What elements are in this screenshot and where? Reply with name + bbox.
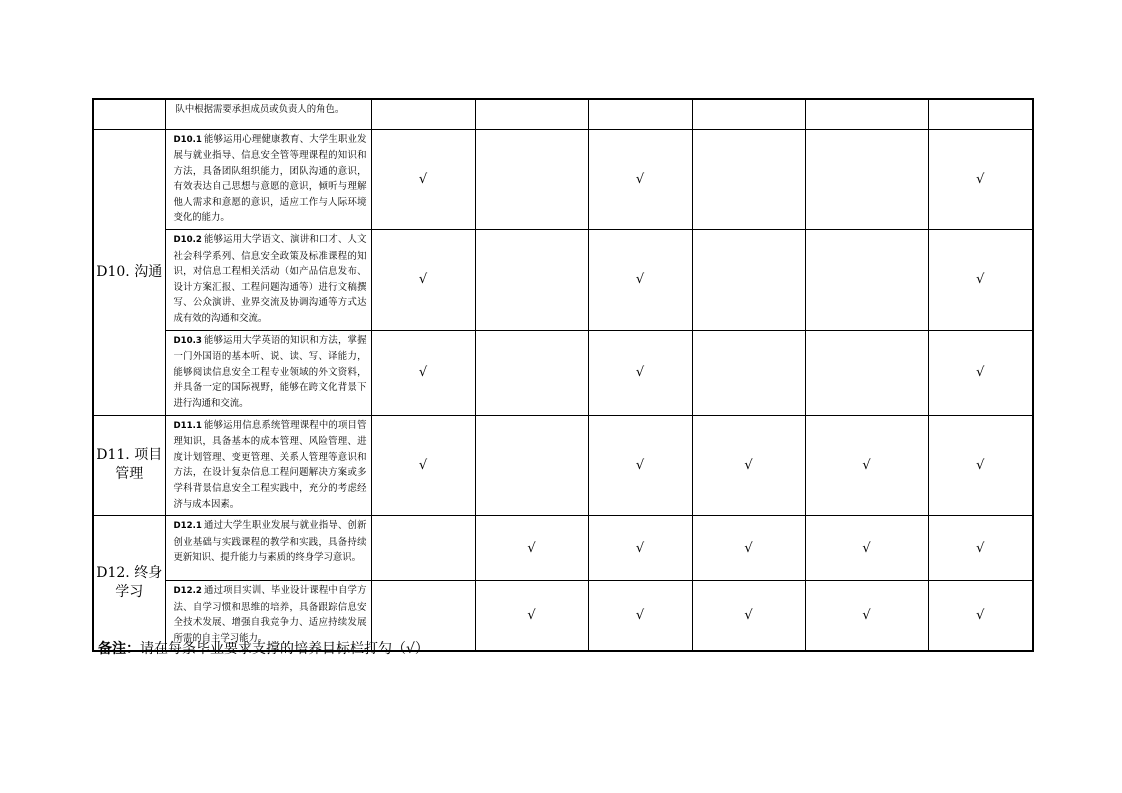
support-mark: √ [588, 516, 692, 581]
support-mark: √ [692, 415, 805, 516]
support-mark: √ [692, 516, 805, 581]
support-mark [475, 330, 588, 415]
requirement-label: D10. 沟通 [96, 263, 163, 280]
support-mark: √ [928, 129, 1033, 230]
support-mark: √ [588, 330, 692, 415]
indicator-description [165, 99, 371, 129]
support-mark: √ [371, 230, 475, 331]
table-row [93, 330, 1033, 415]
support-mark: √ [805, 415, 928, 516]
requirement-cell [93, 99, 165, 129]
support-mark [805, 99, 928, 129]
indicator-text: 能够运用信息系统管理课程中的项目管理知识，具备基本的成本管理、风险管理、进度计划管理、变更管理、关系人管理等意识和方法，在设计复杂信息工程问题解决方案或多学科背景信息安全工程实践中，充分的考虑经济与成本因素。 [173, 419, 367, 510]
indicator-text: 能够运用心理健康教育、大学生职业发展与就业指导、信息安全管等理课程的知识和方法，具备团队组织能力，团队沟通的意识，有效表达自己思想与意愿的意识，倾听与理解他人需求和意愿的意识，适应工作与人际环境变化的能力。 [173, 133, 367, 224]
indicator-code: D12.2 [173, 586, 202, 597]
table-row [93, 129, 1033, 230]
support-mark [805, 129, 928, 230]
support-mark: √ [371, 415, 475, 516]
indicator-code: D10.1 [173, 134, 202, 145]
indicator-text: 通过项目实训、毕业设计课程中自学方法、自学习惯和思维的培养，具备跟踪信息安全技术发展、增强自我竞争力、适应持续发展所需的自主学习能力。 [173, 585, 367, 644]
indicator-text: 通过大学生职业发展与就业指导、创新创业基础与实践课程的教学和实践，具备持续更新知识、提升能力与素质的终身学习意识。 [173, 520, 367, 564]
support-mark: √ [588, 129, 692, 230]
indicator-code: D12.1 [173, 521, 202, 532]
requirements-matrix-table [92, 98, 1034, 652]
support-mark [371, 516, 475, 581]
support-mark: √ [928, 230, 1033, 331]
indicator-code: D10.3 [173, 335, 202, 346]
requirement-cell [93, 129, 165, 415]
table-row [93, 99, 1033, 129]
support-mark [805, 230, 928, 331]
support-mark [475, 129, 588, 230]
indicator-description [165, 129, 371, 230]
requirement-cell [93, 415, 165, 516]
support-mark: √ [588, 230, 692, 331]
indicator-description [165, 230, 371, 331]
support-mark: √ [588, 581, 692, 651]
requirement-cell [93, 516, 165, 651]
support-mark: √ [805, 516, 928, 581]
footnote-text: 请在每条毕业要求支撑的培养目标栏打勾（√） [140, 641, 429, 657]
support-mark: √ [475, 516, 588, 581]
support-mark: √ [928, 415, 1033, 516]
support-mark [692, 230, 805, 331]
support-mark: √ [928, 330, 1033, 415]
requirement-label: D12. 终身学习 [96, 564, 163, 600]
indicator-text: 能够运用大学英语的知识和方法，掌握一门外国语的基本听、说、读、写、译能力，能够阅读信息安全工程专业领域的外文资料，并具备一定的国际视野，能够在跨文化背景下进行沟通和交流。 [173, 334, 367, 409]
support-mark [475, 230, 588, 331]
indicator-text: 队中根据需要承担成员或负责人的角色。 [175, 104, 345, 115]
support-mark [475, 99, 588, 129]
support-mark: √ [475, 581, 588, 651]
indicator-description [165, 516, 371, 581]
support-mark: √ [692, 581, 805, 651]
support-mark [588, 99, 692, 129]
support-mark [928, 99, 1033, 129]
footnote-label: 备注： [98, 641, 140, 657]
support-mark [371, 99, 475, 129]
indicator-description [165, 415, 371, 516]
support-mark: √ [371, 330, 475, 415]
indicator-description [165, 330, 371, 415]
indicator-code: D11.1 [173, 420, 202, 431]
support-mark: √ [371, 129, 475, 230]
table-row [93, 230, 1033, 331]
requirement-label: D11. 项目管理 [96, 447, 163, 483]
support-mark: √ [805, 581, 928, 651]
support-mark: √ [928, 516, 1033, 581]
support-mark [475, 415, 588, 516]
indicator-code: D10.2 [173, 235, 202, 246]
support-mark [692, 99, 805, 129]
footnote [98, 640, 429, 658]
table-row [93, 516, 1033, 581]
support-mark: √ [588, 415, 692, 516]
indicator-text: 能够运用大学语文、演讲和口才、人文社会科学系列、信息安全政策及标准课程的知识，对信息工程相关活动（如产品信息发布、设计方案汇报、工程问题沟通等）进行文稿撰写、公众演讲、业界交流及协调沟通等方式达成有效的沟通和交流。 [173, 234, 367, 325]
support-mark [692, 330, 805, 415]
support-mark: √ [928, 581, 1033, 651]
support-mark [692, 129, 805, 230]
support-mark [805, 330, 928, 415]
table-row [93, 415, 1033, 516]
